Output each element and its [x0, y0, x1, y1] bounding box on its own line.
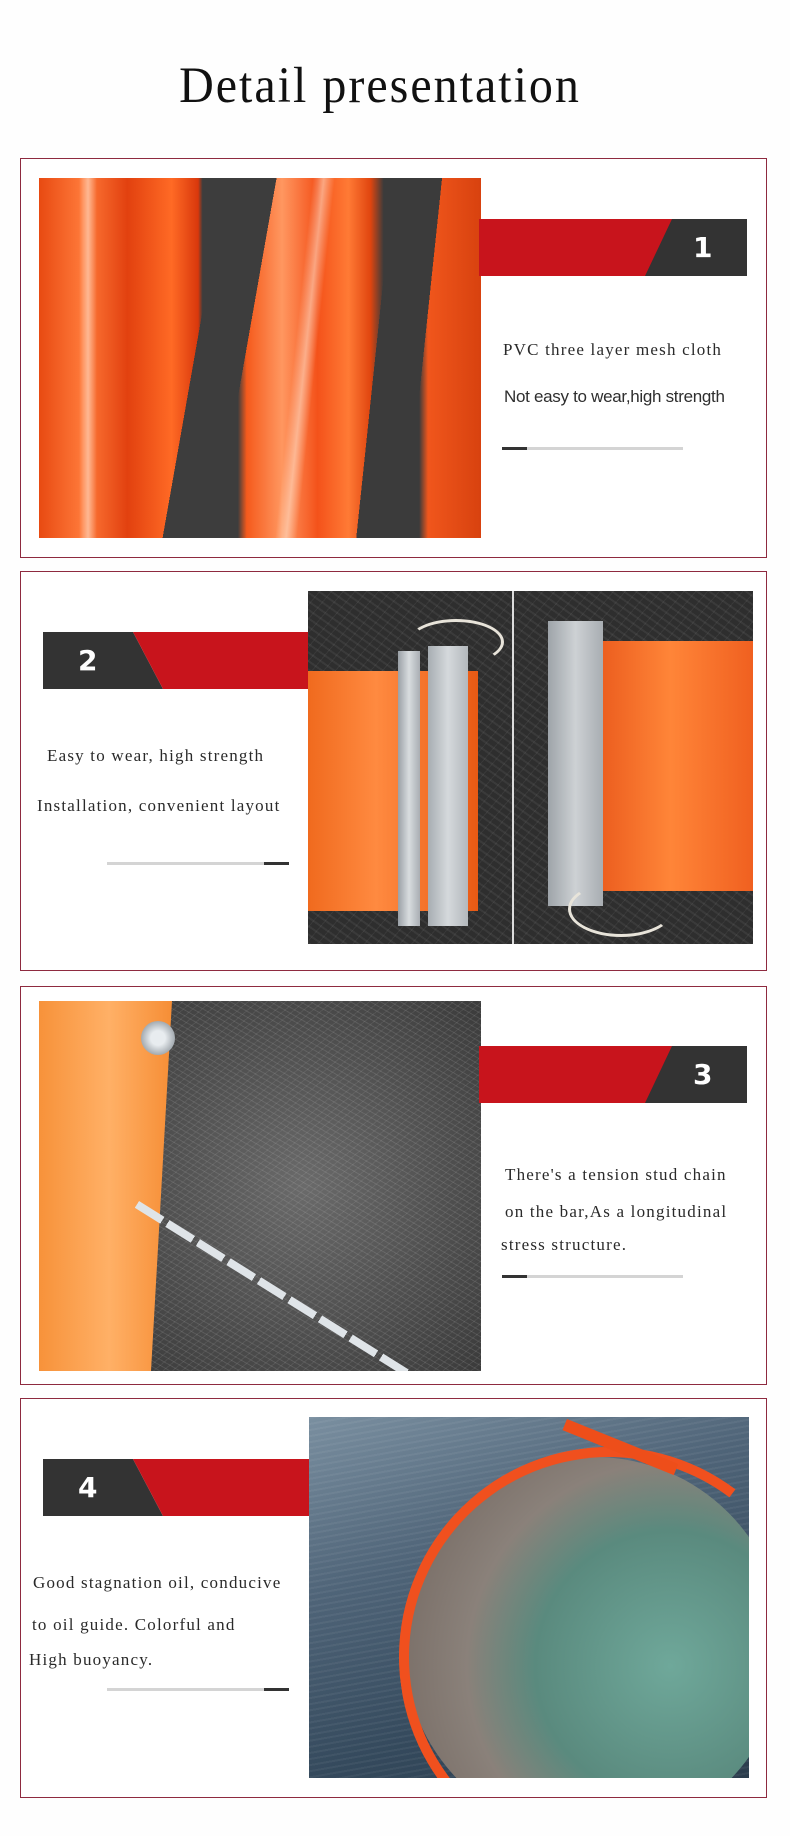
section-1-progress-bar [502, 447, 683, 450]
section-4-number: 4 [78, 1471, 98, 1504]
section-2-line-2: Installation, convenient layout [37, 796, 281, 815]
section-4-line-3: High buoyancy. [29, 1650, 154, 1669]
section-4-line-2: to oil guide. Colorful and [32, 1615, 236, 1634]
section-2-line-1: Easy to wear, high strength [47, 746, 265, 765]
section-3-line-2: on the bar,As a longitudinal [505, 1202, 728, 1221]
section-3-line-1: There's a tension stud chain [505, 1165, 727, 1184]
section-2-badge [43, 632, 309, 689]
section-1-line-1: PVC three layer mesh cloth [503, 340, 723, 359]
section-2-progress-bar [107, 862, 289, 865]
section-4-line-1: Good stagnation oil, conducive [33, 1573, 282, 1592]
orange-pvc-boom-tubes-photo [39, 178, 481, 538]
section-3-number: 3 [693, 1058, 713, 1091]
section-3-line-3: stress structure. [501, 1235, 628, 1254]
tension-chain-photo [39, 1001, 481, 1371]
section-1-badge [479, 219, 747, 276]
section-1-number: 1 [693, 231, 713, 264]
section-3-badge [479, 1046, 747, 1103]
section-4-progress-bar [107, 1688, 289, 1691]
page-title: Detail presentation [179, 57, 581, 114]
section-3-progress-bar [502, 1275, 683, 1278]
section-2-number: 2 [78, 644, 98, 677]
section-1-line-2: Not easy to wear,high strength [504, 387, 725, 406]
section-4-badge [43, 1459, 309, 1516]
aluminum-connector-plates-photo [308, 591, 753, 944]
oil-boom-on-water-photo [309, 1417, 749, 1778]
